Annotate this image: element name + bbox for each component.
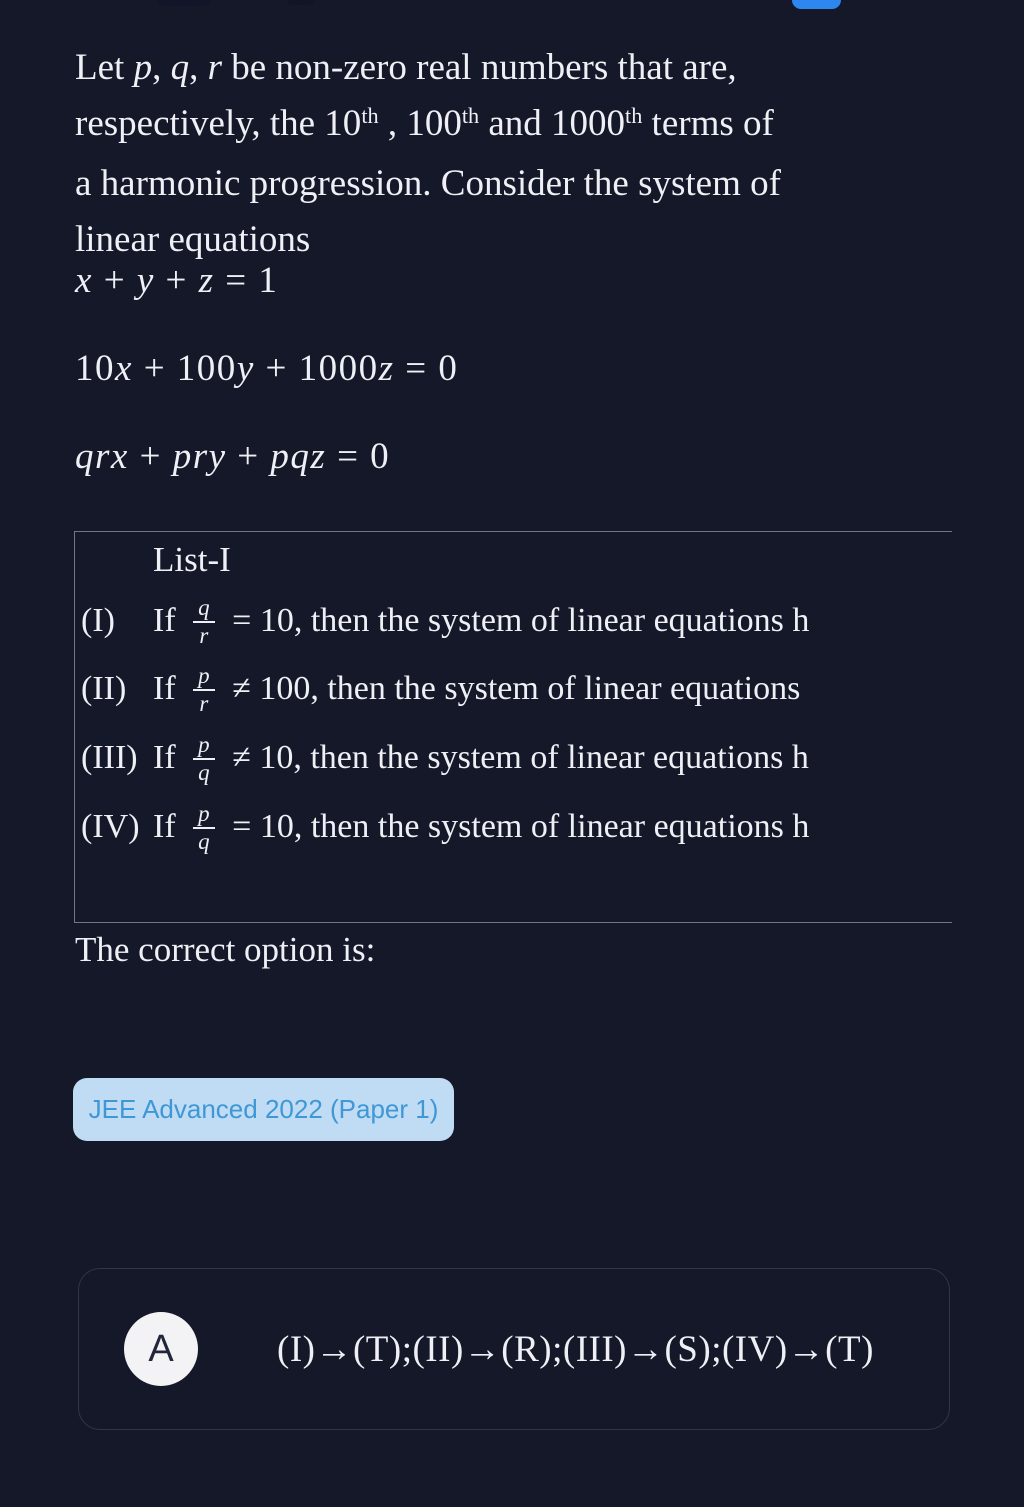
list-row-2 (75, 654, 952, 724)
exam-source-badge[interactable] (73, 1078, 454, 1141)
option-letter: A (148, 1327, 174, 1370)
list-one-table (74, 531, 952, 923)
list-row-1 (75, 586, 952, 656)
fraction: $\frac{p}{q}$ (193, 801, 215, 855)
list-row-label: (III) (81, 739, 138, 776)
list-row-text: If $\frac{p}{q}$ ≠ 10, then the system of linear equations h (153, 732, 809, 785)
list-row-label: (II) (81, 670, 127, 707)
answer-option-a[interactable] (78, 1268, 950, 1430)
list-row-3 (75, 723, 952, 793)
list-row-4 (75, 792, 952, 862)
list-one-header: List-I (153, 540, 231, 579)
question-text (75, 40, 965, 268)
list-row-label: (IV) (81, 808, 140, 845)
equation-3: qrx + pry + pqz = 0 (75, 436, 391, 477)
question-line: linear equations (75, 219, 311, 260)
option-letter-circle (124, 1312, 198, 1386)
cutoff-tab-remnant (287, 0, 314, 5)
fraction: $\frac{p}{q}$ (193, 732, 215, 786)
list-row-text: If $\frac{q}{r}$ = 10, then the system of linear equations h (153, 595, 810, 648)
question-line: respectively, the 10th , 100th and 1000th terms of (75, 102, 774, 144)
list-row-label: (I) (81, 602, 115, 639)
equation-1: x + y + z = 1 (75, 260, 279, 301)
list-row-text: If $\frac{p}{q}$ = 10, then the system of linear equations h (153, 801, 810, 854)
cutoff-tab-remnant (158, 0, 210, 6)
fraction: $\frac{q}{r}$ (193, 595, 215, 649)
cutoff-blue-button[interactable] (792, 0, 841, 9)
option-a-text: (I)→(T);(II)→(R);(III)→(S);(IV)→(T) (277, 1328, 874, 1370)
question-line: a harmonic progression. Consider the system of (75, 163, 781, 204)
equation-2: 10x + 100y + 1000z = 0 (75, 348, 459, 389)
prompt-text: The correct option is: (75, 930, 376, 969)
fraction: $\frac{p}{r}$ (193, 663, 215, 717)
list-row-text: If $\frac{p}{r}$ ≠ 100, then the system of linear equations (153, 663, 801, 716)
question-line: Let p, q, r be non-zero real numbers that are, (75, 47, 737, 88)
exam-source-badge-label: JEE Advanced 2022 (Paper 1) (88, 1094, 439, 1124)
